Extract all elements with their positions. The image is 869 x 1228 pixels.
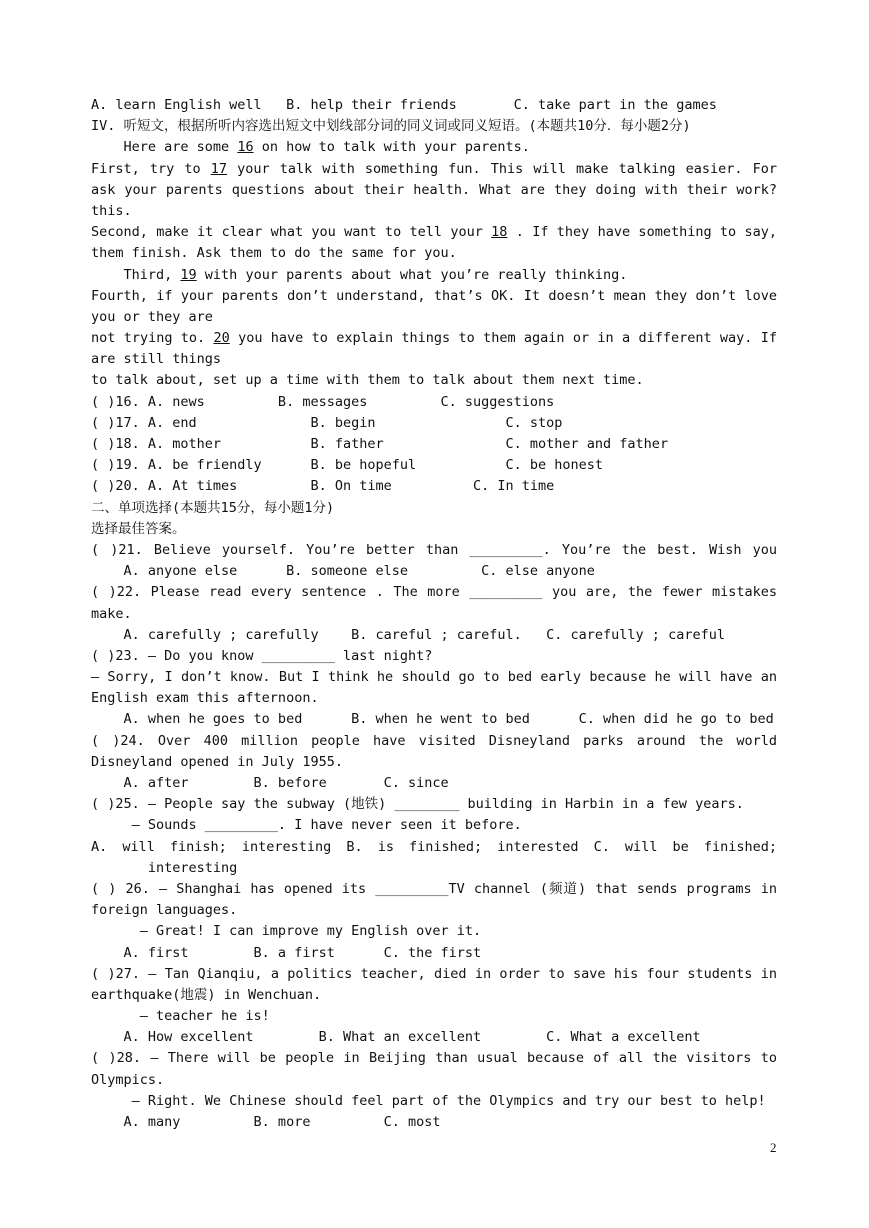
text-line: ( )21. Believe yourself. You’re better than _________. You’re the best. Wish you <box>91 541 777 558</box>
text-line: A. How excellent B. What an excellent C. What a excellent <box>91 1029 701 1046</box>
text-line: ask your parents questions about their health. What are they doing with their work? <box>91 181 777 198</box>
text-line: them finish. Ask them to do the same for you. <box>91 245 457 262</box>
text-line: ( )16. A. news B. messages C. suggestions <box>91 393 555 410</box>
text-line: — teacher he is! <box>91 1008 270 1025</box>
text-line: IV. 听短文，根据所听内容选出短文中划线部分词的同义词或同义短语。(本题共10分．每小题2分) <box>91 118 691 135</box>
text-line: English exam this afternoon. <box>91 690 319 707</box>
blank-number: 20 <box>213 330 230 347</box>
text-line: make. <box>91 605 132 622</box>
text-line: A. carefully ; carefully B. careful ; careful. C. carefully ; careful <box>91 626 725 643</box>
text-line: Disneyland opened in July 1955. <box>91 753 343 770</box>
text-line: ( )22. Please read every sentence . The more _________ you are, the fewer mistakes <box>91 584 777 601</box>
text-line: this. <box>91 202 132 219</box>
text-line: Here are some 16 on how to talk with your parents. <box>91 139 530 156</box>
exam-page <box>91 95 777 1133</box>
blank-number: 16 <box>237 139 254 156</box>
text-line: ( )25. — People say the subway (地铁) ________ building in Harbin in a few years. <box>91 796 744 813</box>
text-line: earthquake(地震) in Wenchuan. <box>91 986 322 1003</box>
text-line: Olympics. <box>91 1071 165 1088</box>
text-line: 选择最佳答案。 <box>91 520 186 537</box>
text-line: foreign languages. <box>91 902 238 919</box>
text-line: interesting <box>91 859 238 876</box>
text-line: — Sounds _________. I have never seen it before. <box>91 817 522 834</box>
text-line: ( )28. — There will be people in Beijing than usual because of all the visitors to <box>91 1050 777 1067</box>
text-line: Third, 19 with your parents about what you’re really thinking. <box>91 266 628 283</box>
text-line: A. after B. before C. since <box>91 775 449 791</box>
blank-number: 18 <box>491 224 508 241</box>
text-line: ( )19. A. be friendly B. be hopeful C. be honest <box>91 457 604 474</box>
text-line: Second, make it clear what you want to tell your 18 . If they have something to say, <box>91 224 777 241</box>
text-line: not trying to. 20 you have to explain things to them again or in a different way. If <box>91 330 777 347</box>
text-line: ( )23. — Do you know _________ last night? <box>91 647 433 664</box>
text-line: Fourth, if your parents don’t understand, that’s OK. It doesn’t mean they don’t love <box>91 287 777 304</box>
text-line: are still things <box>91 351 222 368</box>
text-line: ( )24. Over 400 million people have visited Disneyland parks around the world <box>91 732 777 749</box>
page-number: 2 <box>770 1140 777 1155</box>
text-line: — Sorry, I don’t know. But I think he should go to bed early because he will have an <box>91 669 777 686</box>
blank-number: 17 <box>210 160 227 177</box>
blank-number: 19 <box>180 266 197 283</box>
text-line: ( )20. A. At times B. On time C. In time <box>91 478 555 495</box>
text-line: A. anyone else B. someone else C. else anyone <box>91 563 595 580</box>
text-line: ( )27. — Tan Qianqiu, a politics teacher, died in order to save his four students in <box>91 965 777 982</box>
text-line: A. first B. a first C. the first <box>91 944 482 961</box>
text-line: ( ) 26. — Shanghai has opened its _________TV channel (频道) that sends programs in <box>91 880 777 897</box>
text-line: — Great! I can improve my English over it. <box>91 923 482 940</box>
text-line: to talk about, set up a time with them to talk about them next time. <box>91 372 644 389</box>
text-line: ( )18. A. mother B. father C. mother and father <box>91 436 669 452</box>
text-line: A. will finish; interesting B. is finished; interested C. will be finished; <box>91 838 777 855</box>
text-line: ( )17. A. end B. begin C. stop <box>91 414 563 431</box>
text-line: you or they are <box>91 308 213 325</box>
text-line: A. learn English well B. help their friends C. take part in the games <box>91 97 717 113</box>
text-line: A. when he goes to bed B. when he went to bed C. when did he go to bed <box>91 711 774 728</box>
text-line: 二、单项选择(本题共15分，每小题1分) <box>91 499 335 516</box>
text-line: — Right. We Chinese should feel part of the Olympics and try our best to help! <box>91 1092 766 1109</box>
text-line: First, try to 17 your talk with something fun. This will make talking easier. For <box>91 160 777 177</box>
text-line: A. many B. more C. most <box>91 1114 441 1130</box>
